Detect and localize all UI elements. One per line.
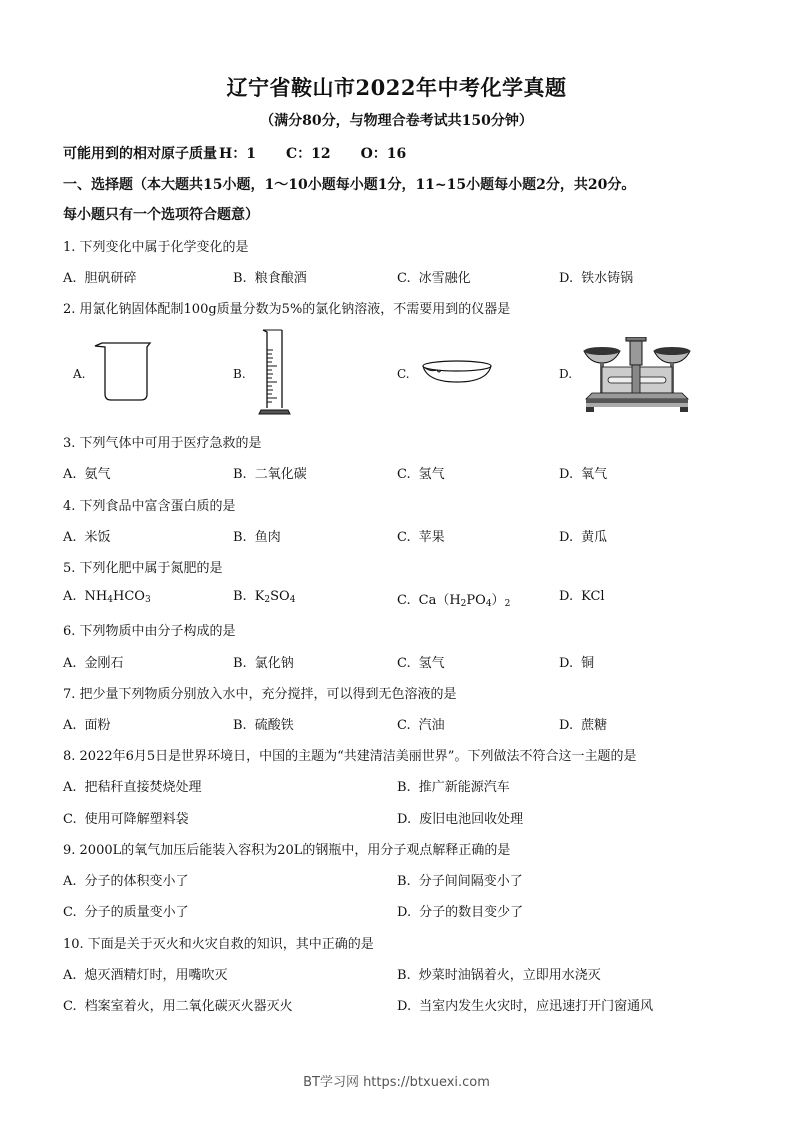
- question-4-option-d[interactable]: [559, 526, 607, 545]
- option-label: A.: [63, 968, 77, 983]
- question-6-option-a[interactable]: [63, 652, 124, 671]
- formula-ca-h2po4-2: $Ca(H_2PO_4)_2$: [418, 593, 511, 609]
- question-9-option-b[interactable]: [397, 870, 523, 889]
- option-text: 粮食酿酒: [254, 271, 307, 286]
- question-3-option-b[interactable]: [233, 463, 307, 482]
- question-2-stem: 2. 用氯化钠固体配制100g质量分数为5%的氯化钠溶液，不需要用到的仪器是: [63, 302, 511, 317]
- option-text: 氢气: [418, 467, 445, 482]
- option-label: D.: [559, 589, 574, 604]
- option-label: D.: [397, 999, 412, 1014]
- balance-scale-icon: [582, 337, 692, 413]
- question-10-option-b[interactable]: [397, 964, 601, 983]
- question-6-stem: 6. 下列物质中由分子构成的是: [63, 624, 236, 639]
- option-label: B.: [233, 718, 247, 733]
- option-text: 分子的体积变小了: [84, 874, 189, 889]
- option-label: C.: [397, 593, 411, 608]
- question-4-option-a[interactable]: [63, 526, 111, 545]
- question-7-option-a[interactable]: [63, 714, 111, 733]
- question-5-option-c[interactable]: [397, 589, 510, 608]
- question-8-option-a[interactable]: [63, 776, 202, 795]
- question-9-option-d[interactable]: [397, 901, 523, 920]
- atomic-mass-h: H：1: [219, 146, 256, 162]
- option-text: 档案室着火，用二氧化碳灭火器灭火: [84, 999, 293, 1014]
- option-label: A.: [63, 780, 77, 795]
- formula-nh4hco3: $NH_4HCO_3$: [84, 589, 151, 605]
- option-text: 氯化钠: [254, 656, 294, 671]
- question-9-stem: 9. 2000L的氧气加压后能装入容积为20L的钢瓶中，用分子观点解释正确的是: [63, 843, 511, 858]
- option-label: B.: [233, 530, 247, 545]
- option-text: 黄瓜: [581, 530, 608, 545]
- option-label: D.: [559, 271, 574, 286]
- option-text: 硫酸铁: [254, 718, 294, 733]
- option-text: 铜: [581, 656, 595, 671]
- question-5-stem: 5. 下列化肥中属于氮肥的是: [63, 561, 223, 576]
- option-label: A.: [63, 530, 77, 545]
- option-text: 汽油: [418, 718, 445, 733]
- question-3-option-d[interactable]: [559, 463, 607, 482]
- option-label: B.: [233, 271, 247, 286]
- formula-k2so4: $K_2SO_4$: [254, 589, 296, 605]
- question-7-option-b[interactable]: [233, 714, 294, 733]
- atomic-mass-line: [63, 143, 406, 163]
- option-label: A.: [63, 589, 77, 604]
- option-label: B.: [397, 874, 411, 889]
- question-3-option-c[interactable]: [397, 463, 445, 482]
- option-label: D.: [397, 812, 412, 827]
- question-2-option-c-label[interactable]: C.: [397, 367, 410, 381]
- option-label: D.: [559, 530, 574, 545]
- question-4-option-c[interactable]: [397, 526, 445, 545]
- page-title: 辽宁省鞍山市2022年中考化学真题: [226, 75, 567, 100]
- question-7-stem: 7. 把少量下列物质分别放入水中，充分搅拌，可以得到无色溶液的是: [63, 687, 457, 702]
- option-label: B.: [233, 467, 247, 482]
- option-text: 氢气: [418, 656, 445, 671]
- option-text: KCl: [581, 589, 605, 604]
- question-8-option-d[interactable]: [397, 808, 523, 827]
- option-text: 氧气: [581, 467, 608, 482]
- option-label: A.: [63, 467, 77, 482]
- section-heading-line1: 一、选择题（本大题共15小题，1～10小题每小题1分，11~15小题每小题2分，共20分。: [63, 177, 636, 193]
- question-7-option-c[interactable]: [397, 714, 445, 733]
- option-text: 苹果: [418, 530, 445, 545]
- footer-watermark: BT学习网 https://btxuexi.com: [303, 1075, 490, 1090]
- option-text: 冰雪融化: [418, 271, 471, 286]
- option-text: 胆矾研碎: [84, 271, 137, 286]
- option-label: A.: [63, 874, 77, 889]
- question-5-option-d[interactable]: [559, 589, 605, 604]
- option-text: 废旧电池回收处理: [419, 812, 524, 827]
- option-label: C.: [63, 812, 77, 827]
- option-label: A.: [63, 271, 77, 286]
- question-6-option-b[interactable]: [233, 652, 294, 671]
- question-1-option-b[interactable]: [233, 267, 307, 286]
- option-text: 金刚石: [84, 656, 124, 671]
- option-label: D.: [559, 467, 574, 482]
- option-label: B.: [233, 656, 247, 671]
- option-label: A.: [63, 656, 77, 671]
- option-text: 炒菜时油锅着火，立即用水浇灭: [418, 968, 601, 983]
- question-7-option-d[interactable]: [559, 714, 607, 733]
- atomic-mass-label: 可能用到的相对原子质量: [63, 146, 217, 162]
- option-text: 把秸秆直接焚烧处理: [84, 780, 202, 795]
- option-label: C.: [397, 271, 411, 286]
- question-10-stem: 10. 下面是关于灭火和火灾自救的知识，其中正确的是: [63, 937, 374, 952]
- option-text: 鱼肉: [254, 530, 281, 545]
- option-text: 分子的数目变少了: [419, 905, 524, 920]
- page-subtitle: （满分80分，与物理合卷考试共150分钟）: [260, 113, 533, 129]
- option-text: 推广新能源汽车: [418, 780, 510, 795]
- option-text: 铁水铸锅: [581, 271, 634, 286]
- question-4-option-b[interactable]: [233, 526, 281, 545]
- option-text: 二氧化碳: [254, 467, 307, 482]
- question-3-option-a[interactable]: [63, 463, 111, 482]
- question-8-option-c[interactable]: [63, 808, 189, 827]
- question-2-option-b-label[interactable]: B.: [233, 367, 246, 381]
- question-2-option-d-label[interactable]: D.: [559, 367, 573, 381]
- option-label: C.: [397, 656, 411, 671]
- section-heading-line2: 每小题只有一个选项符合题意）: [63, 207, 259, 223]
- option-text: 使用可降解塑料袋: [84, 812, 189, 827]
- option-label: D.: [559, 718, 574, 733]
- option-label: B.: [397, 968, 411, 983]
- question-8-stem: 8. 2022年6月5日是世界环境日，中国的主题为“共建清洁美丽世界”。下列做法不符合这一主题的是: [63, 749, 637, 764]
- question-6-option-c[interactable]: [397, 652, 445, 671]
- option-label: C.: [63, 999, 77, 1014]
- option-label: C.: [63, 905, 77, 920]
- question-8-option-b[interactable]: [397, 776, 510, 795]
- option-label: D.: [397, 905, 412, 920]
- option-text: 氨气: [84, 467, 111, 482]
- option-text: 熄灭酒精灯时，用嘴吹灭: [84, 968, 228, 983]
- option-text: 面粉: [84, 718, 111, 733]
- graduated-cylinder-icon: [255, 328, 295, 416]
- question-1-stem: 1. 下列变化中属于化学变化的是: [63, 240, 249, 255]
- question-10-option-d[interactable]: [397, 995, 653, 1014]
- option-label: C.: [397, 467, 411, 482]
- option-label: D.: [559, 656, 574, 671]
- question-10-option-c[interactable]: [63, 995, 293, 1014]
- question-3-stem: 3. 下列气体中可用于医疗急救的是: [63, 436, 262, 451]
- option-text: 米饭: [84, 530, 111, 545]
- option-label: A.: [63, 718, 77, 733]
- option-label: B.: [397, 780, 411, 795]
- question-10-option-a[interactable]: [63, 964, 228, 983]
- atomic-mass-c: C：12: [285, 146, 331, 162]
- option-text: 当室内发生火灾时，应迅速打开门窗通风: [419, 999, 654, 1014]
- beaker-icon: [92, 338, 154, 403]
- option-text: 分子的质量变小了: [84, 905, 189, 920]
- option-text: 分子间间隔变小了: [418, 874, 523, 889]
- atomic-mass-o: O：16: [360, 146, 407, 162]
- evaporating-dish-icon: [419, 358, 495, 386]
- question-1-option-a[interactable]: [63, 267, 137, 286]
- question-5-option-b[interactable]: [233, 589, 295, 604]
- question-5-option-a[interactable]: [63, 589, 151, 604]
- question-2-option-a-label[interactable]: A.: [73, 367, 86, 381]
- question-9-option-c[interactable]: [63, 901, 189, 920]
- option-label: C.: [397, 530, 411, 545]
- question-9-option-a[interactable]: [63, 870, 189, 889]
- option-text: 蔗糖: [581, 718, 608, 733]
- question-4-stem: 4. 下列食品中富含蛋白质的是: [63, 499, 236, 514]
- option-label: B.: [233, 589, 247, 604]
- question-1-option-d[interactable]: [559, 267, 633, 286]
- question-6-option-d[interactable]: [559, 652, 594, 671]
- option-label: C.: [397, 718, 411, 733]
- question-1-option-c[interactable]: [397, 267, 471, 286]
